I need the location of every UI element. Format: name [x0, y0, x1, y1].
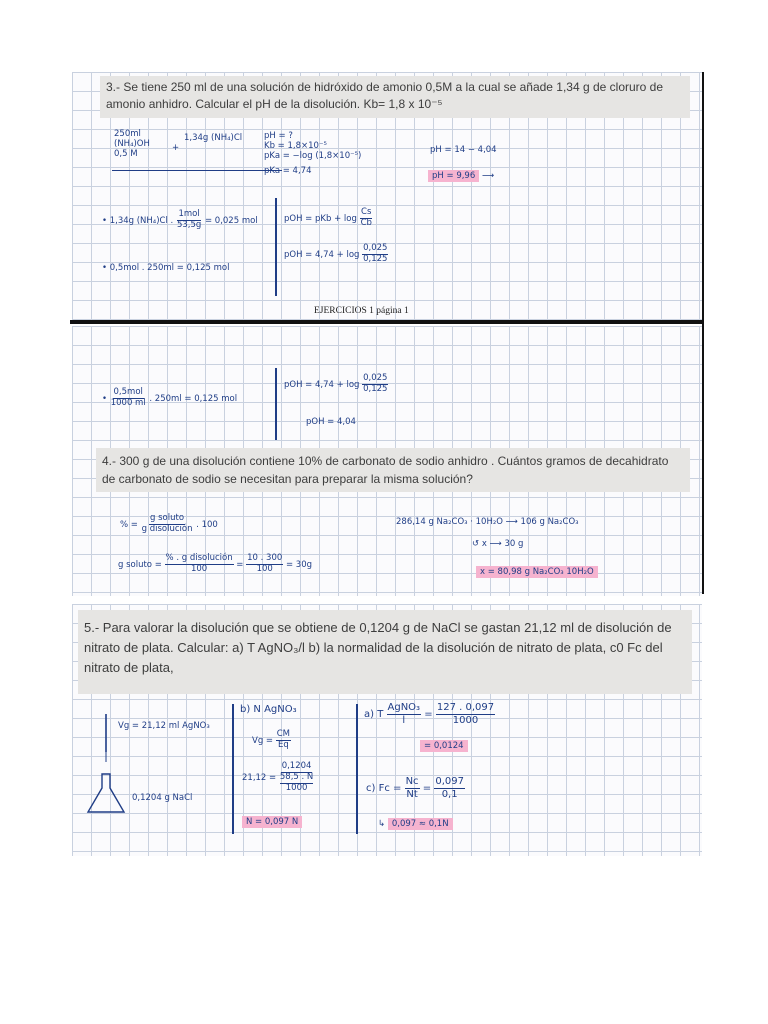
part-b-title: b) N AgNO₃ [240, 704, 297, 715]
decahydrate-result: x = 80,98 g Na₂CO₃ 10H₂O [476, 568, 598, 578]
problem-3-statement: 3.- Se tiene 250 ml de una solución de hidróxido de amonio 0,5M a la cual se añade 1,34 g de cloruro de amonio anhidro. Calcular el pH de la disolución. Kb= 1,8 x 10⁻⁵ [100, 76, 690, 118]
part-c-result: ↳ 0,097 ≈ 0,1N [378, 820, 453, 830]
part-a-formula: a) T $\frac{\text{AgNO₃}}{l}$ = $\frac{127 . 0,097}{1000}$ [364, 702, 495, 726]
moles-nh4oh-recap: • $\frac{\text{0,5mol}}{1000 ml}$ . 250ml = 0,125 mol [102, 387, 238, 408]
moles-nh4oh: • 0,5mol . 250ml = 0,125 mol [102, 263, 230, 273]
part-a-divider [356, 704, 358, 834]
page-separator [70, 320, 704, 324]
part-b-formula: Vg = $\frac{CM}{Eq}$ [252, 729, 291, 750]
molar-ratio: 286,14 g Na₂CO₃ · 10H₂O ⟶ 106 g Na₂CO₃ [396, 517, 579, 527]
percent-formula: % = $\frac{\text{g soluto}}{\text{g disolución}}$ . 100 [120, 513, 218, 534]
ph-result: pH = 9,96 ⟶ [428, 172, 494, 182]
solution-divider [275, 198, 277, 296]
solution-divider-2 [275, 368, 277, 440]
worksheet-page-3 [72, 604, 702, 856]
problem-5-statement: 5.- Para valorar la disolución que se obtiene de 0,1204 g de NaCl se gastan 21,12 ml de disolución de nitrato de plata. Calcular: a) T AgNO₃/l b) la normalidad de la disolución de nitrato de plata, c0 Fc del nitrato de plata, [78, 610, 692, 694]
part-a-result: = 0,0124 [420, 742, 468, 752]
part-b-result: N = 0,097 N [242, 818, 302, 828]
page-right-edge [702, 72, 704, 594]
grams-solute-calculation: g soluto = $\frac{\text{\% . g disolución}}{100}$ = $\frac{10 . 300}{100}$ = 30g [118, 553, 313, 574]
part-b-divider [232, 704, 234, 834]
given-ammonium-hydroxide: 250ml (NH₄)OH 0,5 M [114, 129, 150, 159]
plus-sign: + [172, 143, 180, 153]
poh-result: pOH = 4,04 [306, 417, 356, 427]
burette-label: Vg = 21,12 ml AgNO₃ [118, 721, 210, 731]
unknowns-block: pH = ? Kb = 1,8×10⁻⁵ pKa = −log (1,8×10⁻⁵) pKa = 4,74 [264, 131, 362, 177]
henderson-equation: pOH = pKb + log $\frac{Cs}{Cb}$ [284, 207, 372, 228]
part-c-formula: c) Fc = $\frac{Nc}{Nt}$ = $\frac{0,097}{0,1}$ [366, 776, 464, 800]
poh-substitution: pOH = 4,74 + log $\frac{0,025}{0,125}$ [284, 243, 388, 264]
molar-ratio-unknown: ↺ x ⟶ 30 g [472, 539, 524, 549]
problem-4-statement: 4.- 300 g de una disolución contiene 10% de carbonato de sodio anhidro . Cuántos gramos de decahidrato de carbonato de sodio se necesitan para preparar la misma solución? [96, 448, 690, 492]
worksheet-page-1 [72, 72, 704, 320]
given-underline [112, 170, 282, 171]
worksheet-page-2 [72, 326, 702, 596]
ph-calculation: pH = 14 − 4,04 [430, 145, 497, 155]
flask-label: 0,1204 g NaCl [132, 793, 193, 803]
given-ammonium-chloride: 1,34g (NH₄)Cl [184, 133, 243, 143]
erlenmeyer-flask [88, 774, 124, 812]
part-b-substitution: 21,12 = 0,1204 58,5 . N 1000 [242, 761, 314, 793]
page-footer: EJERCICIOS 1 página 1 [314, 306, 409, 316]
moles-nh4cl: • 1,34g (NH₄)Cl . $\frac{\text{1mol}}{53,5g}$ = 0,025 mol [102, 209, 258, 230]
poh-substitution-recap: pOH = 4,74 + log $\frac{0,025}{0,125}$ [284, 373, 388, 394]
